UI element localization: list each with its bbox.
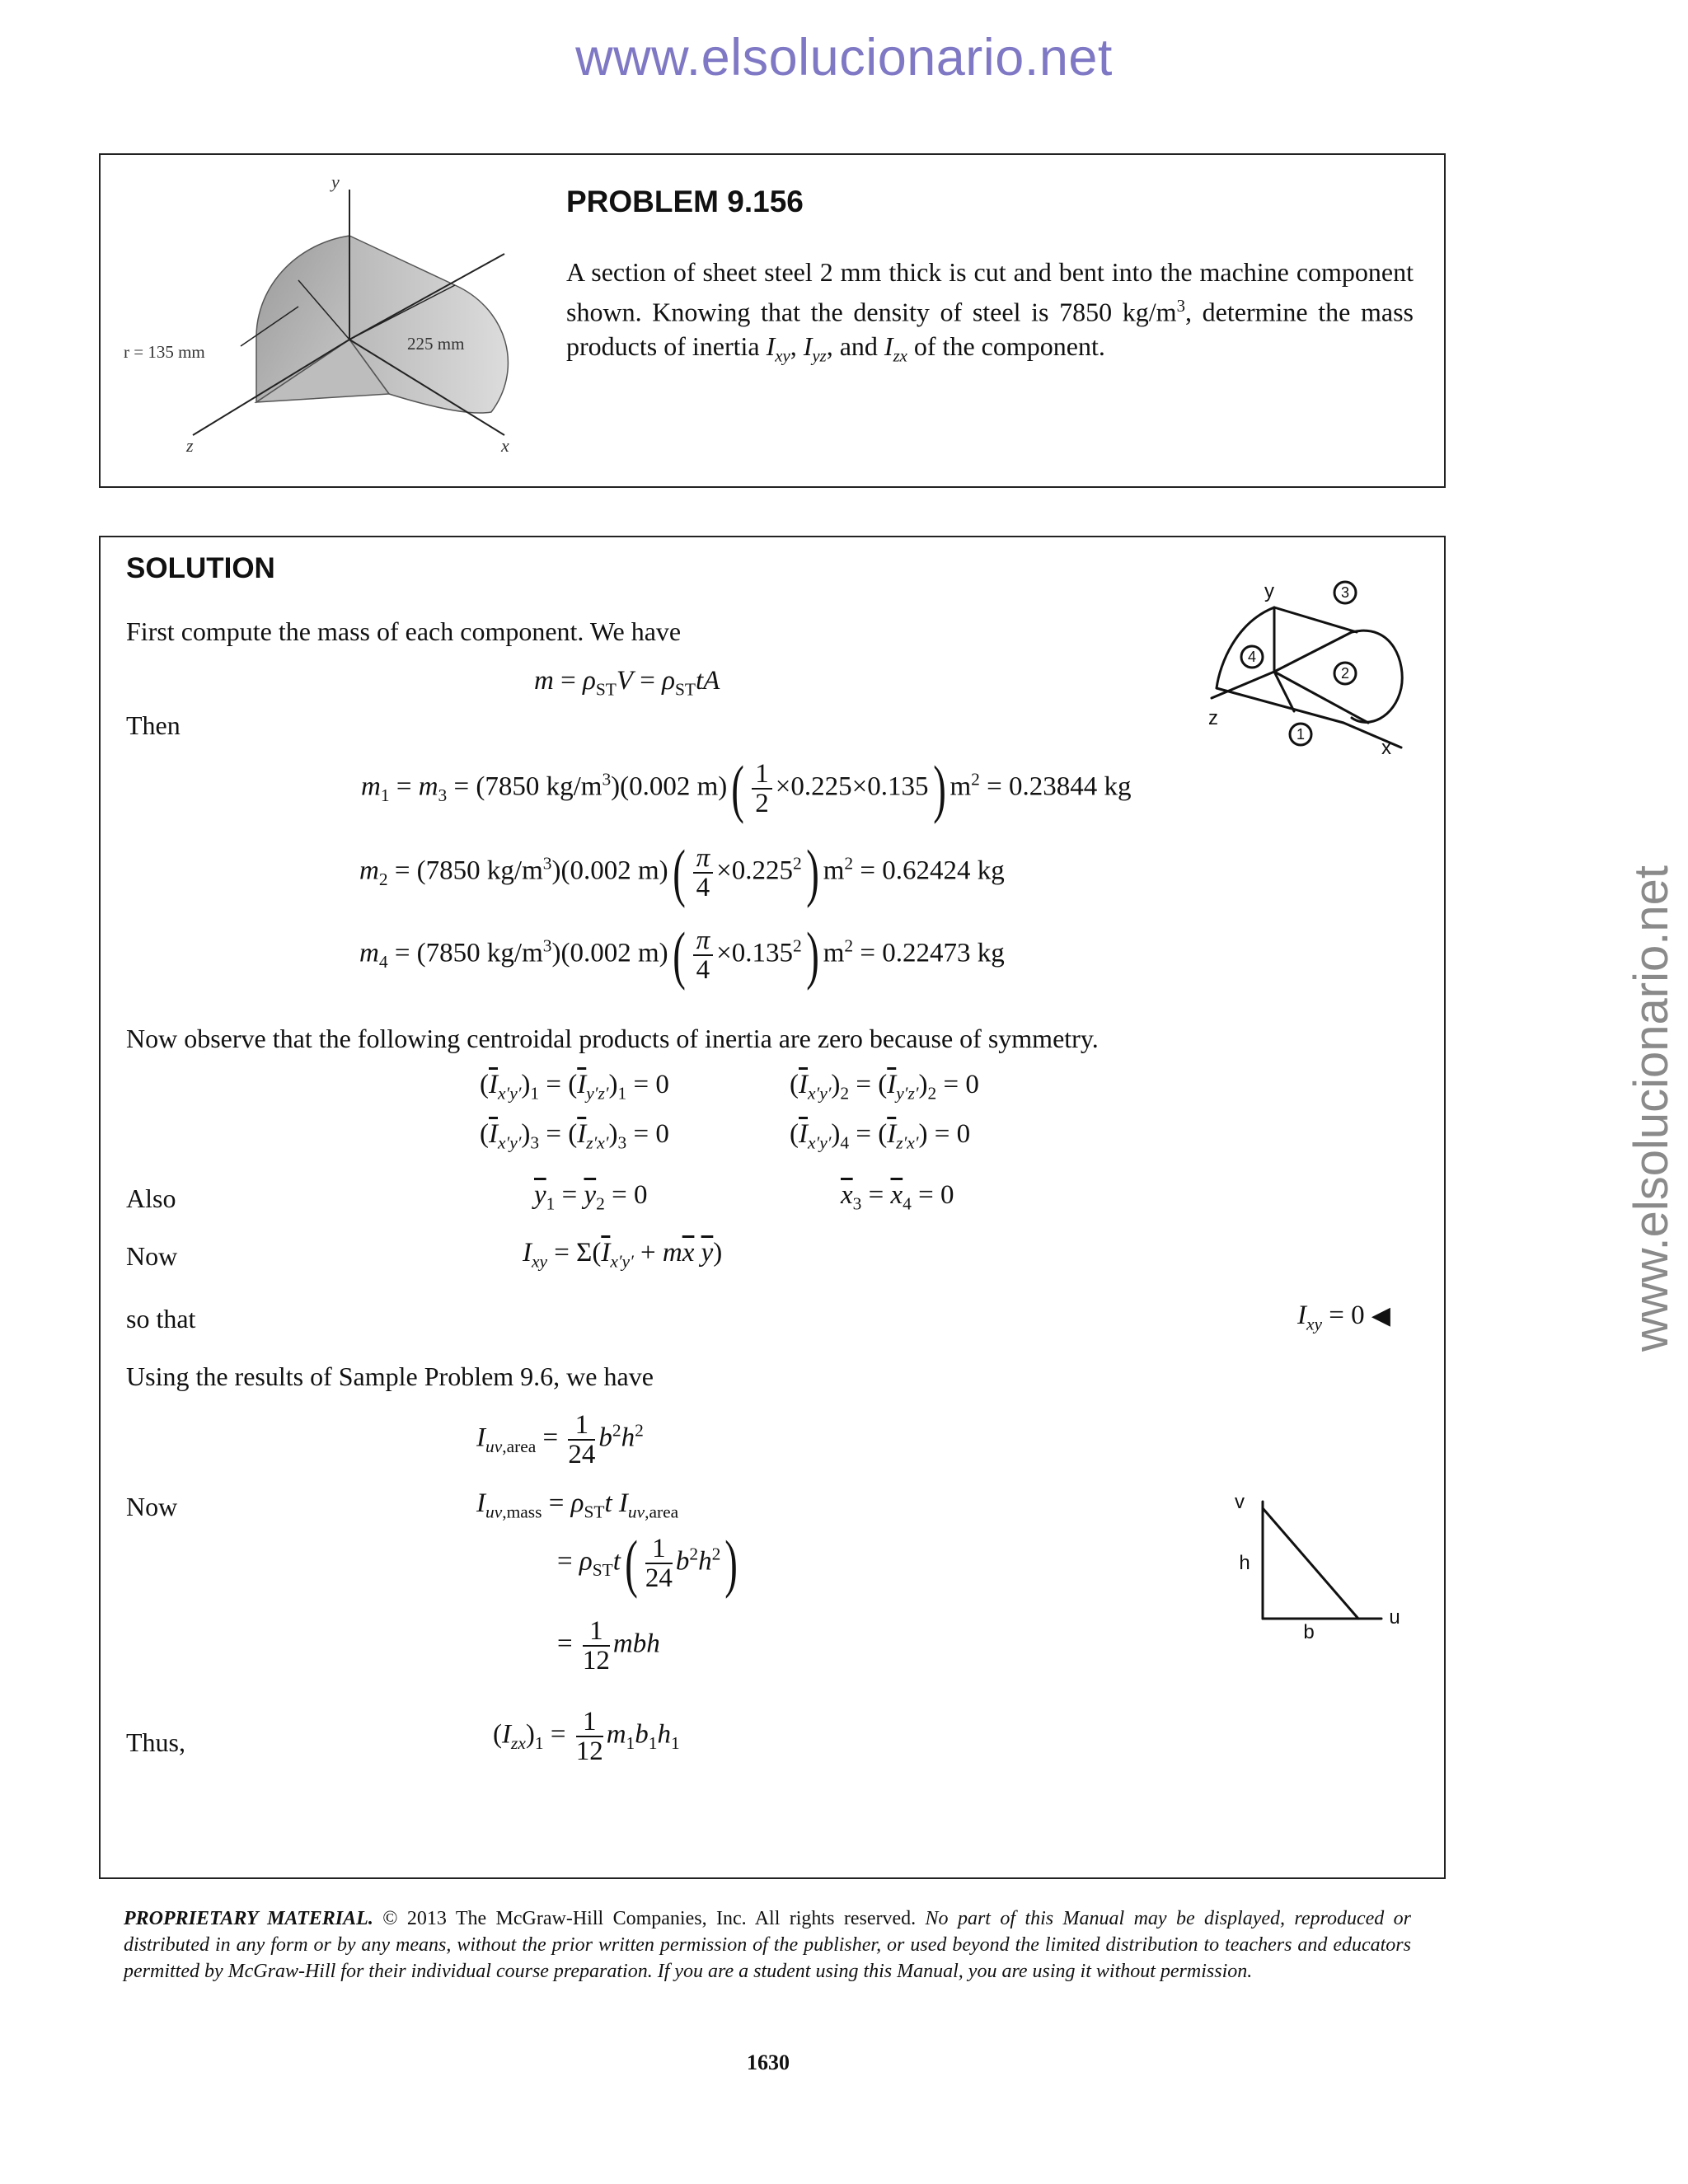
equation-y-bar: $\overline{y}_1 = \overline{y}_2 = 0$ bbox=[534, 1180, 648, 1214]
sketch-label-x: x bbox=[1381, 737, 1391, 759]
equation-iuv-area: $I_{uv,area}$ = $\frac{1}{24}$ $b^2h^2$ bbox=[476, 1410, 644, 1469]
radius-label: r = 135 mm bbox=[124, 342, 205, 362]
equation-iuv-mass-step3: = $\frac{1}{12}$ mbh bbox=[557, 1616, 660, 1675]
length-label: 225 mm bbox=[407, 334, 465, 354]
label-now-1: Now bbox=[126, 1241, 178, 1271]
equation-m1-m3: $m_1 = m_3 = (7850$ $kg/m^3)(0.002$ m)( $\frac{1}{2}$ ×0.225×0.135) $m^2 = 0.23844$ kg bbox=[361, 752, 1132, 824]
problem-box bbox=[99, 153, 1446, 488]
symmetry-statement: Now observe that the following centroidal products of inertia are zero because of symmetry. bbox=[126, 1024, 1099, 1053]
sketch-label-4: 4 bbox=[1247, 649, 1257, 665]
triangle-label-h: h bbox=[1239, 1552, 1250, 1574]
y-axis-label: y bbox=[331, 171, 340, 192]
z-axis-label: z bbox=[186, 435, 194, 456]
triangle-label-v: v bbox=[1235, 1491, 1245, 1513]
triangle-label-b: b bbox=[1303, 1621, 1315, 1640]
equation-symmetry-3: $(\overline{I}_{x'y'})_3 = (\overline{I}_{z'x'})_3 = 0$ bbox=[480, 1119, 669, 1153]
equation-m2: $m_2 = (7850$ $kg/m^3)(0.002$ m)( $\frac{\pi}{4}$ $\times 0.225^2$) $m^2 = 0.62424$ kg bbox=[359, 837, 1005, 908]
label-thus: Thus, bbox=[126, 1727, 185, 1757]
page-number: 1630 bbox=[747, 2050, 790, 2074]
machine-component-figure bbox=[101, 155, 628, 485]
equation-mass-density: $m = \rho_{ST}V = \rho_{ST}tA$ bbox=[534, 666, 720, 700]
equation-symmetry-1: $(\overline{I}_{x'y'})_1 = (\overline{I}_{y'z'})_1 = 0$ bbox=[480, 1070, 669, 1104]
solution-title: SOLUTION bbox=[126, 552, 275, 584]
triangle-label-u: u bbox=[1389, 1606, 1400, 1629]
sketch-label-1: 1 bbox=[1296, 726, 1306, 743]
result-ixy: $I_{xy} = 0$ ◀ bbox=[1297, 1301, 1390, 1334]
watermark-side: www.elsolucionario.net bbox=[1625, 865, 1678, 1352]
equation-iuv-mass: $I_{uv,mass} = \rho_{ST}t$ $I_{uv,area}$ bbox=[476, 1488, 679, 1522]
label-now-2: Now bbox=[126, 1492, 178, 1521]
equation-izx-1: $(I_{zx})_1$ = $\frac{1}{12}$ $m_1b_1h_1$ bbox=[493, 1707, 680, 1766]
equation-x-bar: $\overline{x}_3 = \overline{x}_4 = 0$ bbox=[841, 1180, 954, 1214]
equation-symmetry-2: $(\overline{I}_{x'y'})_2 = (\overline{I}_{y'z'})_2 = 0$ bbox=[790, 1070, 979, 1104]
watermark-top: www.elsolucionario.net bbox=[575, 29, 1113, 87]
sketch-label-y: y bbox=[1264, 580, 1274, 602]
sketch-label-z: z bbox=[1208, 707, 1218, 729]
equation-iuv-mass-step2: = $\rho_{ST}t$( $\frac{1}{24}$ $b^2h^2$) bbox=[557, 1527, 738, 1599]
sample-problem-reference: Using the results of Sample Problem 9.6, we have bbox=[126, 1361, 654, 1391]
equation-symmetry-4: $(\overline{I}_{x'y'})_4 = (\overline{I}_{z'x'}) = 0$ bbox=[790, 1119, 971, 1153]
footer-notice: PROPRIETARY MATERIAL. © 2013 The McGraw-Hill Companies, Inc. All rights reserved. No part of this Manual may be displayed, reproduced or distributed in any form or by any means, without the prior written permission of the publisher, or used beyond the limited distribution to teachers and educators permitted by McGraw-Hill for their individual course preparation. If you are a student using this Manual, you are using it without permission. bbox=[124, 1908, 1412, 1982]
sketch-label-3: 3 bbox=[1340, 584, 1350, 601]
sketch-label-2: 2 bbox=[1340, 665, 1350, 682]
component-sketch bbox=[1195, 573, 1418, 762]
problem-statement: A section of sheet steel 2 mm thick is cut and bent into the machine component shown. Knowing that the density of steel is 7850 $kg/m^3$, determine the mass products of inertia $I_{xy}$, $I_{yz}$, and $I_{zx}$ of the component. bbox=[566, 257, 1414, 366]
x-axis-label: x bbox=[501, 435, 509, 456]
equation-m4: $m_4 = (7850$ $kg/m^3)(0.002$ m)( $\frac{\pi}{4}$ $\times 0.135^2$) $m^2 = 0.22473$ kg bbox=[359, 919, 1005, 991]
problem-title: PROBLEM 9.156 bbox=[566, 185, 804, 218]
solution-intro: First compute the mass of each component. We have bbox=[126, 616, 682, 646]
equation-ixy-sum: $I_{xy} = \Sigma(\overline{I}_{x'y'} + m\overline{x}$ $\overline{y}$) bbox=[523, 1238, 723, 1272]
label-then: Then bbox=[126, 710, 181, 740]
label-also: Also bbox=[126, 1183, 176, 1213]
label-so-that: so that bbox=[126, 1304, 196, 1333]
triangle-sketch bbox=[1220, 1483, 1409, 1640]
